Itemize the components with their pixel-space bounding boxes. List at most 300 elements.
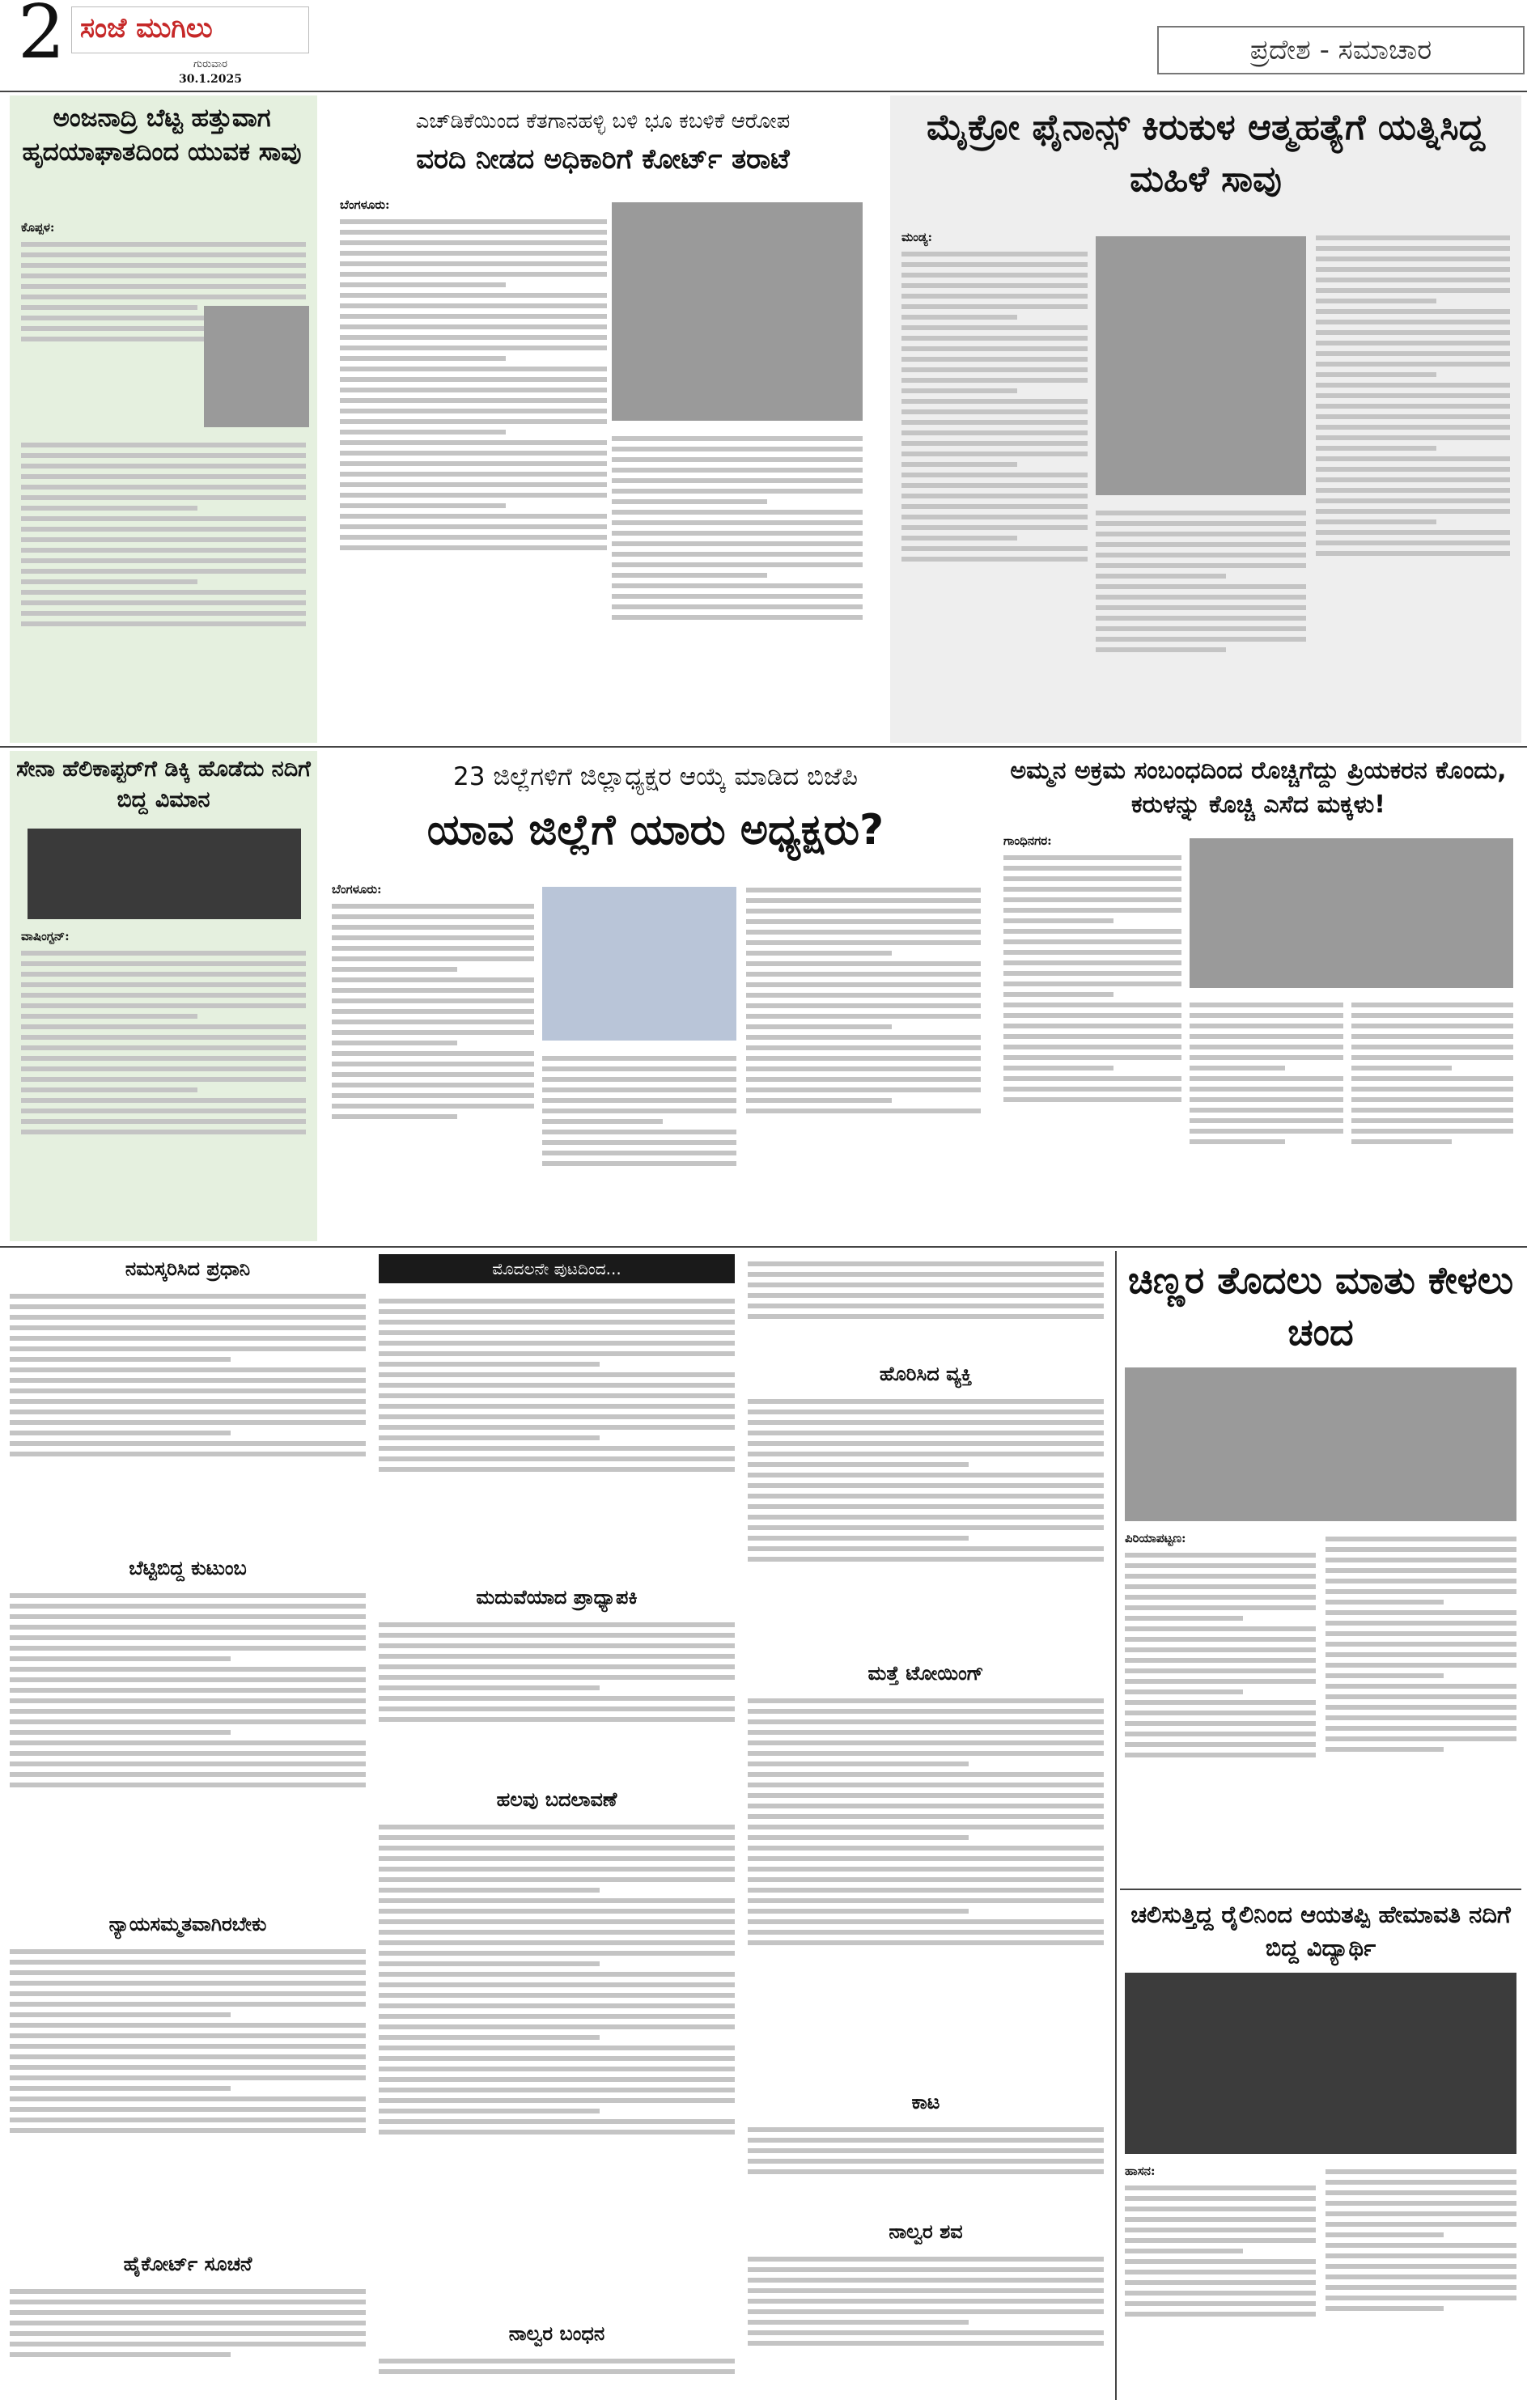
text-line [748,1431,1104,1435]
text-line [332,1072,534,1077]
text-line [748,1919,1104,1924]
text-line [340,503,506,508]
text-line [1351,1066,1452,1070]
text-line [10,1981,366,1986]
text-line [379,1930,735,1935]
dateline: ಬೆಂಗಳೂರು: [332,882,382,897]
row-divider [1120,1889,1521,1890]
text-line [901,262,1088,267]
text-line [10,1325,366,1330]
body-text [1351,995,1513,1236]
text-line [379,2109,600,2113]
sub-heading: ನಾಲ್ವರ ಬಂಧನ [508,2322,605,2345]
text-line [379,2035,600,2040]
body-text [748,1392,1104,1651]
text-line [1003,876,1181,881]
text-line [21,1014,197,1019]
text-line [379,2024,735,2029]
text-line [1326,1631,1516,1636]
text-line [340,430,506,435]
text-line [748,1504,1104,1509]
text-line [10,2086,231,2091]
text-line [1096,553,1306,557]
text-line [1326,1537,1516,1541]
text-line [1316,509,1510,514]
text-lines [379,2353,735,2380]
text-line [901,483,1088,488]
body-text [748,1691,1104,2079]
text-line [901,273,1088,278]
text-line [10,1709,366,1714]
text-line [1003,1066,1113,1070]
text-line [1351,1034,1513,1039]
text-line [21,506,197,511]
text-line [1096,637,1306,642]
sub-heading: ಮತ್ತೆ ಟೋಯಿಂಗ್ [867,1662,984,1685]
text-line [612,447,863,451]
text-line [379,1856,735,1861]
text-line [21,961,306,966]
text-line [1326,2180,1516,2185]
story-helicopter [10,751,317,1241]
dateline: ಹಾಸನ: [1125,2164,1156,2178]
text-line [379,2359,735,2363]
text-line [1096,563,1306,568]
text-line [748,1846,1104,1851]
text-line [21,537,306,542]
text-line [542,1066,736,1071]
story-microfinance [890,95,1521,743]
text-line [1316,414,1510,419]
story-anjanadri [10,95,317,743]
body-text [748,1254,1104,1351]
text-line [1003,981,1181,986]
text-line [10,1357,231,1362]
text-line [379,1685,600,1690]
text-lines [10,1288,366,1462]
text-line [10,1991,366,1996]
text-line [748,1740,1104,1745]
text-line [379,1341,735,1346]
text-line [21,485,306,490]
text-line [748,2320,969,2325]
text-line [1125,2270,1316,2274]
text-line [10,1367,366,1372]
text-line [332,935,534,940]
text-line [21,495,306,500]
text-line [10,2107,366,2112]
text-lines [1096,505,1306,658]
text-lines [1125,2180,1316,2322]
text-line [1326,1568,1516,1573]
text-line [748,1877,1104,1882]
text-line [746,982,981,987]
text-line [1096,605,1306,610]
text-line [1125,2238,1316,2243]
row-divider [0,1246,1527,1248]
text-line [748,1698,1104,1703]
text-line [901,304,1088,309]
text-line [1003,918,1113,923]
text-line [10,2002,366,2007]
text-line [1316,267,1510,272]
body-text [748,2120,1104,2209]
text-line [612,552,863,557]
text-line [379,1835,735,1840]
story-hemavathi [1120,1895,1521,2400]
text-line [10,2321,366,2325]
text-line [1003,866,1181,871]
text-lines [748,1256,1104,1325]
text-line [542,1109,736,1113]
text-line [21,474,306,479]
headline: ಅಂಜನಾದ್ರಿ ಬೆಟ್ಟ ಹತ್ತುವಾಗ ಹೃದಯಾಘಾತದಿಂದ ಯುವಕ ಸಾವು [22,104,302,167]
text-line [340,419,607,424]
text-line [21,453,306,458]
text-line [340,272,607,277]
text-line [10,1625,366,1630]
text-line [340,545,607,550]
text-line [379,2046,735,2050]
text-line [1326,1684,1516,1689]
text-line [901,399,1088,404]
text-line [21,263,306,268]
text-line [748,2138,1104,2143]
text-line [1351,1024,1513,1028]
text-line [612,562,863,567]
text-line [21,516,306,521]
text-line [379,1654,735,1659]
text-line [21,295,306,299]
text-line [21,252,306,257]
body-text [340,196,607,730]
text-line [1096,647,1226,652]
text-line [1190,1139,1285,1144]
text-line [340,251,607,256]
text-line [379,1351,735,1356]
text-line [10,1431,231,1435]
text-line [1003,1055,1181,1060]
body-text [1326,2162,1516,2395]
text-line [21,527,306,532]
text-line [748,1441,1104,1446]
body-text [10,1586,366,1901]
column-divider [1115,1251,1117,2400]
text-lines [542,1050,736,1172]
story-bjp [324,751,987,1241]
text-line [901,283,1088,288]
text-line [21,972,306,977]
text-line [10,2065,366,2070]
text-line [332,977,534,982]
text-line [1003,939,1181,944]
text-line [748,1930,1104,1935]
text-line [901,462,1017,467]
text-line [21,1098,306,1103]
text-lines [1326,1531,1516,1757]
text-line [340,293,607,298]
text-line [21,284,306,289]
text-line [748,1494,1104,1499]
text-line [1125,2249,1243,2253]
text-line [901,536,1017,541]
text-line [340,398,607,403]
text-line [332,1093,534,1098]
text-line [748,1483,1104,1488]
text-line [1351,1055,1513,1060]
text-line [1125,2280,1316,2285]
text-line [1316,383,1510,388]
text-line [10,2310,366,2315]
text-lines [21,945,306,1140]
text-line [1003,855,1181,860]
text-line [21,548,306,553]
text-line [10,1452,366,1456]
row-divider [0,746,1527,748]
text-line [340,535,607,540]
text-line [21,464,306,468]
text-line [901,494,1088,498]
text-line [1326,1589,1516,1594]
text-line [379,2056,735,2061]
text-line [1316,246,1510,251]
body-text [901,228,1088,730]
text-line [379,1393,735,1398]
text-line [1316,498,1510,503]
body-text [10,1287,366,1545]
text-line [612,436,863,441]
text-line [379,1330,735,1335]
text-line [379,1877,735,1882]
text-line [1326,1642,1516,1647]
text-line [10,2300,366,2304]
photo [204,306,309,427]
text-line [1326,1652,1516,1657]
body-text [1125,2162,1316,2395]
text-line [21,982,306,987]
text-line [1316,362,1510,367]
text-line [21,242,306,247]
photo [1190,838,1513,988]
text-line [1125,2196,1316,2201]
text-line [379,2088,735,2092]
text-line [748,1783,1104,1787]
text-line [379,2098,735,2103]
text-line [21,1077,306,1082]
text-line [1003,908,1181,913]
text-line [748,1761,969,1766]
text-line [746,951,892,956]
text-line [1125,1689,1243,1694]
text-line [340,282,506,287]
text-line [379,1940,735,1945]
text-line [746,898,981,903]
section-label: ಪ್ರದೇಶ - ಸಮಾಚಾರ [1157,26,1525,74]
text-line [1003,992,1113,997]
text-line [748,1546,1104,1551]
text-line [1190,1118,1343,1123]
text-line [1096,595,1306,600]
text-line [1316,330,1510,335]
text-lines [340,214,607,556]
text-line [340,230,607,235]
text-line [1190,1108,1343,1113]
text-line [10,2342,366,2347]
text-line [10,1740,366,1745]
text-line [1316,393,1510,398]
text-line [379,1825,735,1829]
story-chinnara [1120,1251,1521,1882]
text-line [1326,2274,1516,2279]
text-line [901,451,1088,456]
text-line [10,1593,366,1598]
text-line [340,451,607,456]
body-text [748,2249,1104,2395]
text-line [542,1140,736,1145]
text-line [748,1473,1104,1477]
text-line [748,2288,1104,2293]
text-line [1125,2301,1316,2306]
text-line [746,919,981,924]
headline: ಚಿಣ್ಣರ ತೊದಲು ಮಾತು ಕೇಳಲು ಚಂದ [1127,1258,1514,1354]
text-line [1190,1003,1343,1007]
text-line [746,940,981,945]
text-line [332,1020,534,1024]
text-line [1125,1574,1316,1579]
text-line [21,1130,306,1134]
text-line [746,1003,981,1008]
issue-day: ಗುರುವಾರ [193,58,227,70]
text-line [746,909,981,914]
text-line [1316,372,1436,377]
text-line [379,1414,735,1419]
body-text [746,880,981,1236]
text-line [1096,574,1226,579]
text-line [332,1041,457,1045]
text-line [901,409,1088,414]
text-line [1125,1647,1316,1652]
text-line [542,1098,736,1103]
text-line [1125,1668,1316,1673]
text-line [1326,2190,1516,2195]
text-line [1316,435,1510,440]
text-line [1316,488,1510,493]
paper-logo: ಸಂಜೆ ಮುಗಿಲು [80,12,213,45]
text-line [748,1867,1104,1872]
text-line [901,546,1088,551]
text-line [748,1410,1104,1414]
text-line [901,441,1088,446]
text-line [340,440,607,445]
text-line [10,1614,366,1619]
text-line [1351,1118,1513,1123]
text-line [1003,1087,1181,1092]
text-lines [332,898,534,1125]
masthead-rule [0,91,1527,92]
text-line [379,1362,600,1367]
text-line [10,1294,366,1299]
text-line [748,2127,1104,2132]
text-line [1125,1679,1316,1684]
text-line [340,514,607,519]
text-line [1125,2312,1316,2317]
body-text [379,1817,735,2311]
text-line [332,988,534,993]
text-line [1316,477,1510,482]
text-line [748,1804,1104,1808]
text-line [748,2330,1104,2335]
sub-heading: ಕಾಟ [911,2091,940,2113]
text-line [1125,2207,1316,2211]
text-line [10,1346,366,1351]
text-line [612,615,863,620]
text-line [1125,2291,1316,2296]
text-line [1003,950,1181,955]
text-line [748,1814,1104,1819]
text-line [901,473,1088,477]
text-lines [1125,1547,1316,1763]
text-line [1125,1753,1316,1757]
text-line [10,1646,366,1651]
text-line [748,1772,1104,1777]
text-line [10,2044,366,2049]
sub-heading: ಹೈಕೋರ್ಟ್ ಸೂಚನೆ [123,2253,252,2275]
text-line [10,1677,366,1682]
body-text [21,435,306,735]
text-line [10,2289,366,2294]
text-line [1326,2296,1516,2300]
text-line [10,1949,366,1954]
text-line [748,1751,1104,1756]
sub-heading: ನಾಲ್ವರ ಶವ [889,2220,963,2243]
text-line [21,305,197,310]
text-line [901,504,1088,509]
text-line [748,2299,1104,2304]
text-line [21,579,197,584]
text-line [21,558,306,563]
body-text [1326,1529,1516,1877]
photo [28,829,301,919]
text-line [10,1336,366,1341]
text-line [1316,467,1510,472]
text-lines [1351,997,1513,1150]
text-line [10,2118,366,2122]
text-line [1326,1673,1444,1678]
text-line [1351,1013,1513,1018]
text-line [1125,1658,1316,1663]
text-line [10,2012,231,2017]
text-line [340,346,607,350]
text-line [1190,1055,1343,1060]
text-line [1326,1558,1516,1562]
body-text [379,1615,735,1777]
text-line [901,378,1088,383]
text-line [1351,1139,1452,1144]
text-lines [1003,850,1181,1108]
text-line [10,2033,366,2038]
text-line [340,335,607,340]
body-text [332,880,534,1236]
text-line [1326,1736,1516,1741]
text-line [1125,1700,1316,1705]
continuation-banner: ಮೊದಲನೇ ಪುಟದಿಂದ... [379,1254,735,1283]
text-line [1316,425,1510,430]
text-line [1316,404,1510,409]
text-line [1316,541,1510,545]
text-line [332,1062,534,1066]
text-line [332,914,534,919]
text-line [332,946,534,951]
